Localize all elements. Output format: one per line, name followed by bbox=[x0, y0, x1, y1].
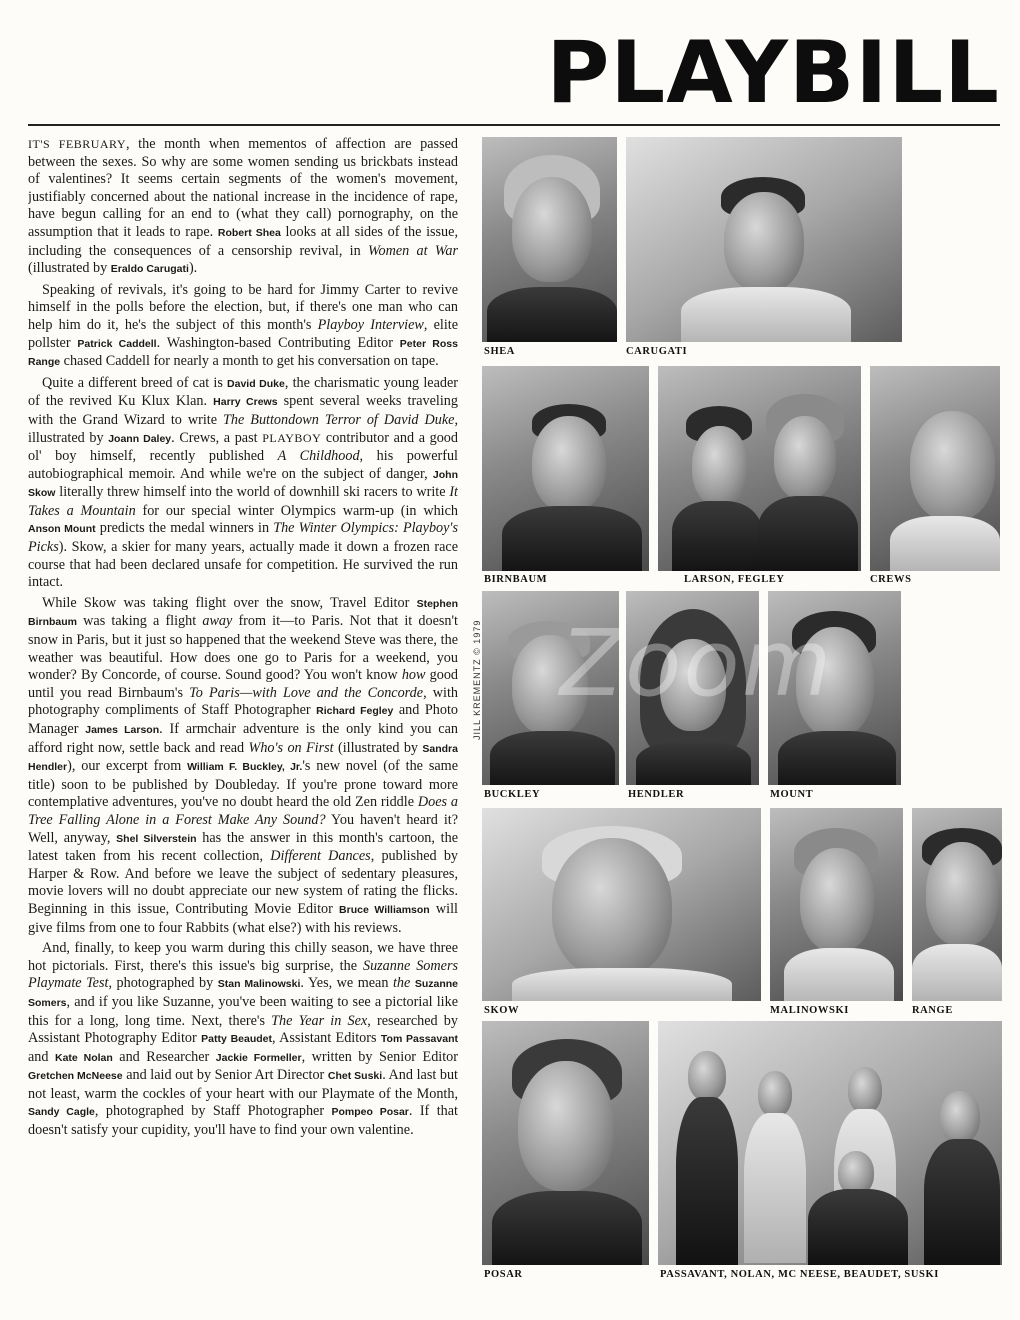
body-text: Speaking of revivals, it's going to be hard for Jimmy Carter to revive himself in the polls before the election, but, if there's one man who can help him do it, he's the subject of this month's bbox=[28, 281, 458, 333]
photo-range bbox=[912, 808, 1002, 1001]
photo-birnbaum bbox=[482, 366, 649, 571]
italic-title: The Year in Sex bbox=[271, 1012, 368, 1029]
contributor-name: Kate Nolan bbox=[54, 1051, 113, 1064]
photo-crews bbox=[870, 366, 1000, 571]
body-text: literally threw himself into the world of downhill ski racers to write bbox=[55, 484, 450, 501]
contributor-name: Chet Suski bbox=[327, 1070, 383, 1083]
body-text: , the charismatic young leader of the revived Ku Klux Klan. bbox=[28, 374, 458, 410]
photo-group bbox=[658, 1021, 1002, 1265]
caption-hendler: HENDLER bbox=[628, 789, 685, 800]
contributor-name: David Duke bbox=[227, 377, 285, 390]
body-text: ), our excerpt from bbox=[67, 758, 188, 775]
caption-buckley: BUCKLEY bbox=[484, 789, 541, 800]
italic-title: The Buttondown Terror of David Duke bbox=[223, 411, 455, 428]
photo-malinowski bbox=[770, 808, 903, 1001]
italic-title: how bbox=[401, 667, 426, 684]
body-text: , written by Senior Editor bbox=[301, 1048, 458, 1065]
body-text: from it—to Paris. Not that it doesn't snow in Paris, but it just so happened that the weekend Steve was there, the weather was beautiful. How does one go to Paris for a weekend, you wonder? By Concorde, of course. Sound good? You won't know bbox=[28, 613, 458, 684]
paragraph-2 bbox=[28, 282, 458, 372]
body-text: Quite a different breed of cat is bbox=[42, 374, 228, 391]
italic-title: Playboy Interview bbox=[317, 316, 424, 333]
body-text: good until you read Birnbaum's bbox=[28, 667, 458, 701]
italic-title: To Paris—with Love and the Concorde bbox=[189, 684, 424, 701]
body-text: . Washington-based Contributing Editor bbox=[156, 334, 400, 351]
caption-malinowski: MALINOWSKI bbox=[770, 1005, 849, 1016]
italic-title: Different Dances bbox=[270, 848, 371, 865]
italic-title: away bbox=[202, 613, 233, 630]
body-text: (illustrated by bbox=[28, 260, 111, 277]
italic-title: Women at War bbox=[368, 242, 458, 259]
small-caps-text: IT'S FEBRUARY bbox=[28, 137, 127, 151]
contributor-name: John Skow bbox=[28, 468, 458, 500]
paragraph-3 bbox=[28, 375, 458, 592]
caption-mount: MOUNT bbox=[770, 789, 814, 800]
caption-larson-fegley: LARSON, FEGLEY bbox=[684, 574, 785, 585]
body-text: will give films from one to four Rabbits (what else?) with his reviews. bbox=[28, 900, 458, 936]
body-text: has the answer in this month's cartoon, the latest taken from his recent collection, bbox=[28, 829, 458, 865]
body-text: . If that doesn't satisfy your cupidity, you'll have to find your own valentine. bbox=[28, 1103, 458, 1139]
contributor-name: Patty Beaudet bbox=[201, 1033, 272, 1046]
body-text: 's new novel (of the same title) soon to be published by Doubleday. If you're prone toward more contemplative adventures, you've no doubt heard the old Zen riddle bbox=[28, 758, 458, 811]
body-text: , his powerful autobiographical memoir. And while we're on the subject of danger, bbox=[28, 448, 458, 482]
body-text: contributor and a good ol' boy himself, recently published bbox=[28, 429, 458, 465]
body-text: . If armchair adventure is the only kind you can afford right now, settle back and read bbox=[28, 721, 458, 756]
contributor-name: Joann Daley bbox=[108, 432, 172, 445]
photo-larson-fegley bbox=[658, 366, 861, 571]
body-text: , illustrated by bbox=[28, 411, 458, 446]
italic-title: It Takes a Mountain bbox=[28, 484, 458, 519]
masthead-rule bbox=[28, 124, 1000, 126]
watermark: Zoom bbox=[560, 610, 834, 717]
contributor-name: Eraldo Carugati bbox=[110, 263, 189, 276]
photo-carugati bbox=[626, 137, 902, 342]
body-text: and Photo Manager bbox=[28, 702, 458, 737]
caption-birnbaum: BIRNBAUM bbox=[484, 574, 548, 585]
body-text: and bbox=[28, 1048, 55, 1065]
body-text: spent several weeks traveling with the Grand Wizard to write bbox=[28, 393, 458, 428]
contributor-name: William F. Buckley, Jr. bbox=[187, 761, 303, 774]
body-text: was taking a flight bbox=[77, 613, 203, 630]
body-text: looks at all sides of the issue, including the consequences of a censorship revival, in bbox=[28, 223, 458, 259]
photo-credit bbox=[460, 600, 482, 740]
contributor-name: Bruce Williamson bbox=[339, 903, 430, 916]
italic-title: Does a Tree Falling Alone in a Forest Make Any Sound? bbox=[28, 794, 458, 828]
body-text: , with photography compliments of Staff Photographer bbox=[28, 684, 458, 719]
body-text: , the month when mementos of affection are passed between the sexes. So why are some women sending us brickbats instead of valentines? It seems certain segments of the women's movement, justifiably concerned about the national increase in the incidence of rape, have begun calling for an end to (what they call) pornography, on the assumption that it leads to rape. bbox=[28, 136, 458, 240]
body-text: , Assistant Editors bbox=[272, 1030, 381, 1047]
contributor-name: Harry Crews bbox=[213, 396, 278, 409]
body-text: . And last but not least, warm the cockles of your heart with our Playmate of the Month, bbox=[28, 1067, 458, 1102]
contributor-name: Tom Passavant bbox=[380, 1033, 458, 1046]
body-text: , published by Harper & Row. And before we leave the subject of sedentary pleasures, movie lovers will no doubt appreciate our new system of rating the flicks. Beginning in this issue, Contributing Movie Editor bbox=[28, 848, 458, 917]
caption-crews: CREWS bbox=[870, 574, 912, 585]
contributor-name: Stephen Birnbaum bbox=[28, 597, 458, 629]
paragraph-4 bbox=[28, 595, 458, 937]
small-caps-text: PLAYBOY bbox=[262, 430, 322, 445]
body-text: , photographed by Staff Photographer bbox=[94, 1103, 332, 1120]
contributor-name: Robert Shea bbox=[217, 226, 281, 239]
italic-title: The Winter Olympics: Playboy's Picks bbox=[28, 520, 458, 556]
paragraph-1 bbox=[28, 136, 458, 279]
body-text: predicts the medal winners in bbox=[95, 520, 274, 537]
body-text: chased Caddell for nearly a month to get his conversation on tape. bbox=[60, 353, 439, 370]
contributor-name: Suzanne Somers bbox=[28, 978, 458, 1009]
contributor-name: James Larson bbox=[85, 724, 160, 736]
italic-title: Suzanne Somers Playmate Test bbox=[28, 957, 458, 992]
body-text: for our special winter Olympics warm-up (in which bbox=[135, 502, 458, 519]
body-text: . Yes, we mean bbox=[300, 975, 393, 992]
caption-carugati: CARUGATI bbox=[626, 346, 688, 357]
body-text: While Skow was taking flight over the snow, Travel Editor bbox=[42, 594, 417, 611]
contributor-name: Jackie Formeller bbox=[215, 1051, 302, 1064]
contributor-name: Stan Malinowski bbox=[217, 978, 301, 991]
contributor-name: Sandra Hendler bbox=[28, 742, 458, 774]
italic-title: A Childhood bbox=[277, 448, 360, 465]
article-body bbox=[28, 136, 458, 1286]
body-text: , elite pollster bbox=[28, 316, 458, 351]
photo-shea bbox=[482, 137, 617, 342]
photo-credit-text: JILL KREMENTZ © 1979 bbox=[472, 619, 482, 740]
contributor-name: Richard Fegley bbox=[316, 705, 394, 718]
italic-title: Who's on First bbox=[248, 739, 334, 756]
caption-shea: SHEA bbox=[484, 346, 515, 357]
photo-skow bbox=[482, 808, 761, 1001]
contributor-name: Peter Ross Range bbox=[28, 337, 458, 369]
body-text: You haven't heard it? Well, anyway, bbox=[28, 811, 458, 846]
body-text: , and if you like Suzanne, you've been waiting to see a pictorial like this for a long, long time. Next, there's bbox=[28, 993, 458, 1029]
contributor-name: Pompeo Posar bbox=[331, 1106, 409, 1119]
caption-skow: SKOW bbox=[484, 1005, 520, 1016]
contributor-name: Patrick Caddell bbox=[77, 337, 157, 350]
body-text: ). Skow, a skier for many years, actually made it down a frozen race course that had been declared unsafe for competition. He survived the run intact. bbox=[28, 539, 458, 591]
body-text: , researched by Assistant Photography Editor bbox=[28, 1012, 458, 1047]
paragraph-5 bbox=[28, 940, 458, 1140]
body-text: , photographed by bbox=[108, 975, 218, 992]
photo-posar bbox=[482, 1021, 649, 1265]
contributor-name: Gretchen McNeese bbox=[28, 1070, 123, 1083]
body-text: . Crews, a past bbox=[171, 429, 263, 446]
body-text: ). bbox=[188, 260, 198, 277]
body-text: and laid out by Senior Art Director bbox=[122, 1067, 328, 1084]
contributor-name: Sandy Cagle bbox=[28, 1106, 95, 1119]
italic-title: the bbox=[392, 975, 411, 992]
caption-range: RANGE bbox=[912, 1005, 953, 1016]
caption-group: PASSAVANT, NOLAN, MC NEESE, BEAUDET, SUSKI bbox=[660, 1269, 939, 1280]
caption-posar: POSAR bbox=[484, 1269, 523, 1280]
body-text: And, finally, to keep you warm during this chilly season, we have three hot pictorials. First, there's this issue's big surprise, the bbox=[28, 940, 458, 974]
body-text: and Researcher bbox=[112, 1048, 216, 1065]
body-text: (illustrated by bbox=[333, 739, 423, 756]
contributor-name: Anson Mount bbox=[28, 523, 96, 536]
masthead-title: PLAYBILL bbox=[546, 23, 1000, 123]
contributor-name: Shel Silverstein bbox=[116, 832, 197, 845]
